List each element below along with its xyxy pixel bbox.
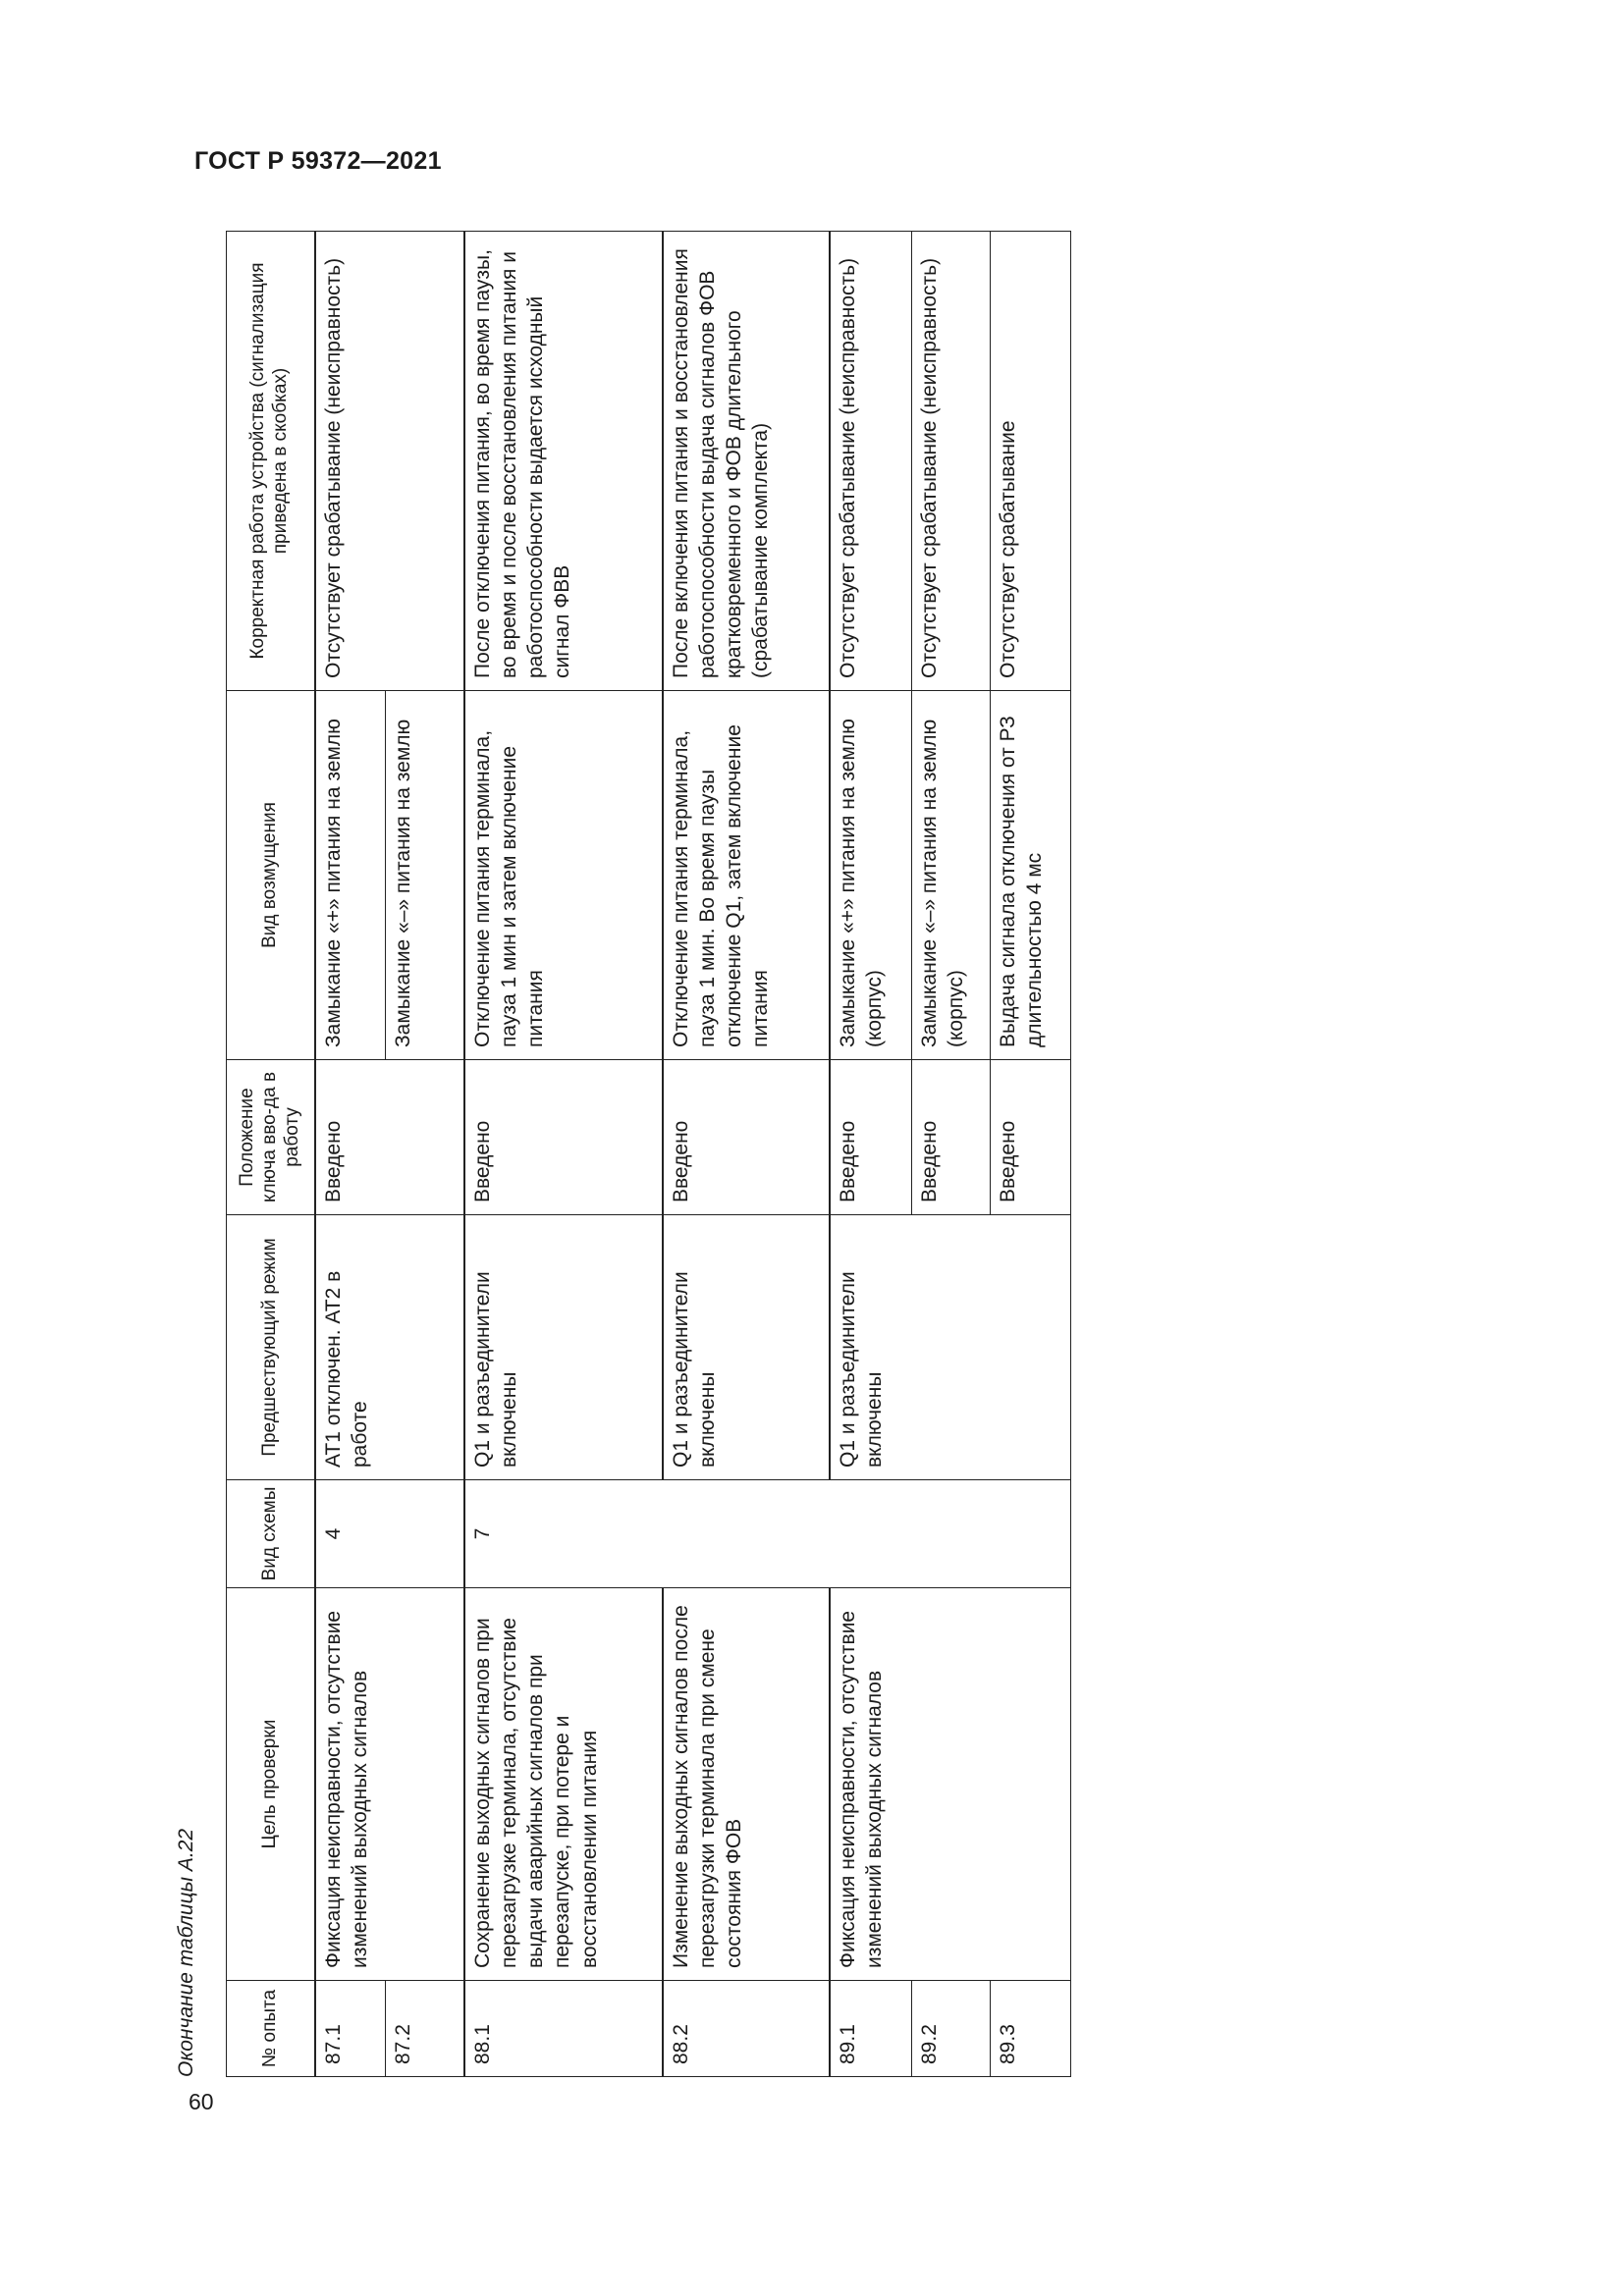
cell-result: Отсутствует срабатывание (неисправность) <box>912 232 991 691</box>
table-row <box>464 232 663 2077</box>
cell-test-number: 88.1 <box>464 1981 663 2077</box>
table-row <box>663 232 830 2077</box>
cell-prev-mode: Q1 и разъединители включены <box>830 1215 1071 1480</box>
cell-goal: Сохранение выходных сигналов при перезагрузке терминала, отсутствие выдачи аварийных сигналов при перезапуске, при потере и восстановлении питания <box>464 1588 663 1981</box>
cell-result: Отсутствует срабатывание (неисправность) <box>830 232 912 691</box>
cell-key-position: Введено <box>464 1060 663 1215</box>
cell-result: После отключения питания, во время паузы, во время и после восстановления питания и работоспособности выдается исходный сигнал ФВВ <box>464 232 663 691</box>
cell-disturbance: Замыкание «+» питания на землю (корпус) <box>830 691 912 1060</box>
cell-scheme: 4 <box>315 1480 464 1588</box>
col-header-scheme: Вид схемы <box>227 1480 315 1588</box>
cell-test-number: 88.2 <box>663 1981 830 2077</box>
col-header-key-position: Положение ключа вво-да в работу <box>227 1060 315 1215</box>
cell-prev-mode: АТ1 отключен. АТ2 в работе <box>315 1215 464 1480</box>
cell-key-position: Введено <box>912 1060 991 1215</box>
table-row <box>830 232 912 2077</box>
cell-goal: Фиксация неисправности, отсутствие изменений выходных сигналов <box>830 1588 1071 1981</box>
table-caption: Окончание таблицы А.22 <box>175 1828 197 2077</box>
cell-result: Отсутствует срабатывание (неисправность) <box>315 232 464 691</box>
cell-disturbance: Отключение питания терминала, пауза 1 мин. Во время паузы отключение Q1, затем включение питания <box>663 691 830 1060</box>
cell-test-number: 87.2 <box>386 1981 464 2077</box>
cell-key-position: Введено <box>663 1060 830 1215</box>
cell-test-number: 89.3 <box>991 1981 1071 2077</box>
cell-key-position: Введено <box>315 1060 464 1215</box>
table-row <box>315 232 386 2077</box>
cell-scheme: 7 <box>464 1480 1071 1588</box>
cell-goal: Изменение выходных сигналов после перезагрузки терминала при смене состояния ФОВ <box>663 1588 830 1981</box>
cell-test-number: 87.1 <box>315 1981 386 2077</box>
cell-prev-mode: Q1 и разъединители включены <box>464 1215 663 1480</box>
document-code: ГОСТ Р 59372—2021 <box>194 147 442 175</box>
cell-prev-mode: Q1 и разъединители включены <box>663 1215 830 1480</box>
page-number: 60 <box>189 2089 214 2114</box>
col-header-goal: Цель проверки <box>227 1588 315 1981</box>
cell-test-number: 89.1 <box>830 1981 912 2077</box>
col-header-prev-mode: Предшествующий режим <box>227 1215 315 1480</box>
cell-disturbance: Замыкание «–» питания на землю (корпус) <box>912 691 991 1060</box>
cell-disturbance: Отключение питания терминала, пауза 1 мин и затем включение питания <box>464 691 663 1060</box>
rotated-table-block <box>175 232 1098 2077</box>
results-table <box>226 231 1071 2077</box>
cell-key-position: Введено <box>991 1060 1071 1215</box>
cell-result: После включения питания и восстановления работоспособности выдача сигналов ФОВ кратковременного и ФОВ длительного (срабатывание комплекта) <box>663 232 830 691</box>
cell-goal: Фиксация неисправности, отсутствие изменений выходных сигналов <box>315 1588 464 1981</box>
cell-disturbance: Замыкание «–» питания на землю <box>386 691 464 1060</box>
cell-disturbance: Выдача сигнала отключения от РЗ длительностью 4 мс <box>991 691 1071 1060</box>
col-header-test-number: № опыта <box>227 1981 315 2077</box>
cell-result: Отсутствует срабатывание <box>991 232 1071 691</box>
col-header-result: Корректная работа устройства (сигнализация приведена в скобках) <box>227 232 315 691</box>
cell-key-position: Введено <box>830 1060 912 1215</box>
col-header-disturbance: Вид возмущения <box>227 691 315 1060</box>
cell-disturbance: Замыкание «+» питания на землю <box>315 691 386 1060</box>
cell-test-number: 89.2 <box>912 1981 991 2077</box>
table-header-row <box>227 232 315 2077</box>
